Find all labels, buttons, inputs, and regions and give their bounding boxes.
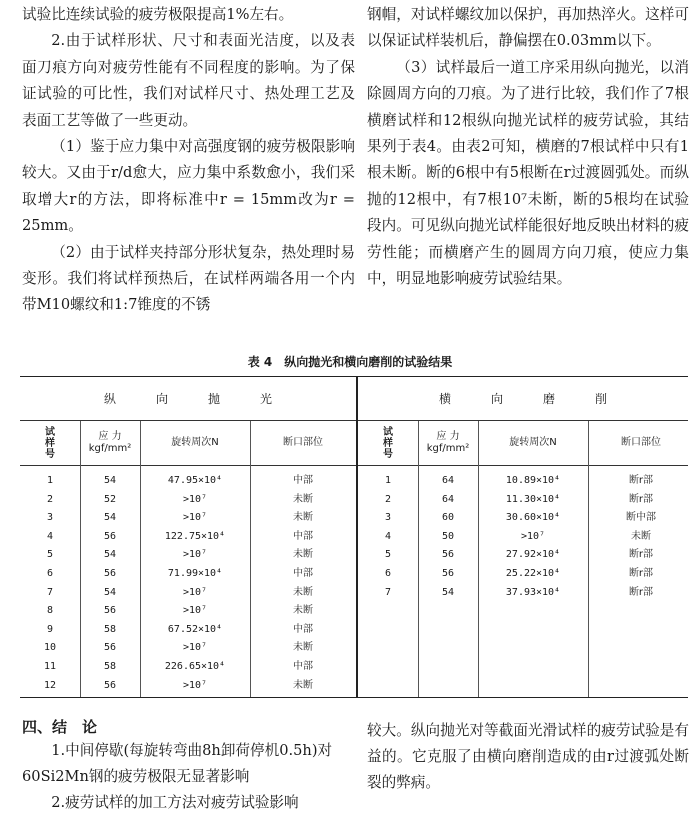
column-headers [358,421,688,466]
cell-stress: 54 [103,512,117,524]
cell-cycles: >10⁷ [182,512,208,524]
cell-fracture: 未断 [293,642,313,654]
cell-stress: 54 [103,549,117,561]
table-row [20,658,356,677]
table-row [20,565,356,584]
stress-label: 应 力 [436,431,460,442]
cell-fracture: 断r部 [628,586,654,598]
cell-cycles: >10⁷ [182,586,208,598]
cell-specimen-no: 4 [46,530,54,542]
paragraph: （2）由于试样夹持部分形状复杂，热处理时易变形。我们将试样预热后，在试样两端各用一个内带M10螺纹和1:7锥度的不锈 [22,243,355,314]
cell-cycles: >10⁷ [182,642,208,654]
table-title: 表 4 纵向抛光和横向磨削的试验结果 [247,355,453,369]
cell-cycles: 37.93×10⁴ [505,586,561,598]
cell-specimen-no: 6 [384,567,392,579]
table-row [358,546,688,565]
cell-fracture: 断r部 [628,549,654,561]
cell-fracture: 未断 [293,549,313,561]
cell-stress: 56 [441,567,455,579]
cell-stress: 64 [441,493,455,505]
cell-stress: 56 [103,605,117,617]
table-row [20,602,356,621]
cell-cycles: 25.22×10⁴ [505,567,561,579]
cell-stress: 54 [441,586,455,598]
cell-fracture: 未断 [631,530,651,542]
cell-fracture: 中部 [293,530,313,542]
conclusion-right [367,718,689,796]
cell-specimen-no: 10 [43,642,57,654]
cell-fracture: 未断 [293,512,313,524]
paragraph: 1.中间停歇(每旋转弯曲8h卸荷停机0.5h)对60Si2Mn钢的疲劳极限无显著影响 [22,742,333,785]
cell-fracture: 中部 [293,623,313,635]
cell-specimen-no: 7 [46,586,54,598]
table-row [20,528,356,547]
cell-stress: 64 [441,475,455,486]
table-left-half [20,377,356,697]
cell-fracture: 未断 [293,586,313,598]
cell-stress: 56 [103,530,117,542]
cell-fracture: 断r部 [628,493,654,505]
cell-cycles: 11.30×10⁴ [505,493,561,505]
cell-stress: 58 [103,623,117,635]
cell-fracture: 断中部 [626,512,656,524]
cell-stress: 50 [441,530,455,542]
paragraph: 较大。纵向抛光对等截面光滑试样的疲劳试验是有益的。它克服了由横向磨削造成的由r过渡弧处断裂的弊病。 [367,722,689,791]
cell-cycles: 30.60×10⁴ [505,512,561,524]
group-header: 横向磨削 [358,377,688,421]
cell-cycles: 226.65×10⁴ [164,660,226,672]
table-row [358,565,688,584]
cell-fracture: 未断 [293,605,313,617]
cell-fracture: 未断 [293,679,313,691]
table-body-left [20,472,356,695]
cell-specimen-no: 1 [46,475,54,486]
paragraph: 2.由于试样形状、尺寸和表面光洁度，以及表面刀痕方向对疲劳性能有不同程度的影响。为了保证试验的可比性，我们对试样尺寸、热处理工艺及表面工艺等做了一些更动。 [22,32,355,129]
cell-specimen-no: 5 [46,549,54,561]
paragraph: 2.疲劳试样的加工方法对疲劳试验影响 [51,794,299,811]
stress-unit: kgf/mm² [426,443,470,454]
cell-cycles: 47.95×10⁴ [167,475,223,486]
table-row [358,528,688,547]
cell-specimen-no: 4 [384,530,392,542]
cell-stress: 54 [103,586,117,598]
cell-specimen-no: 12 [43,679,57,691]
cell-stress: 58 [103,660,117,672]
table-row [20,546,356,565]
table-row [20,584,356,603]
cell-specimen-no: 1 [384,475,392,486]
cell-cycles: >10⁷ [520,530,546,542]
table-row [358,584,688,603]
cell-fracture: 中部 [293,475,313,486]
cell-fracture: 断r部 [628,567,654,579]
table-body-right [358,472,688,602]
paragraph: （1）鉴于应力集中对高强度钢的疲劳极限影响较大。又由于r/d愈大，应力集中系数愈小，我们采取增大r的方法，即将标准中r = 15mm改为r = 25mm。 [22,138,355,235]
paragraph: （3）试样最后一道工序采用纵向抛光，以消除圆周方向的刀痕。为了进行比较，我们作了7根横磨试样和12根纵向抛光试样的疲劳试验，其结果列于表4。由表2可知，横磨的7根试样中只有1根未断。断的6根中有5根断在r过渡圆弧处。而纵抛的12根中，有7根10⁷未断，断的5根均在试验段内。可见纵向抛光试样能很好地反映出材料的疲劳性能；而横磨产生的圆周方向刀痕，使应力集中，明显地影响疲劳试验结果。 [367,58,689,288]
stress-unit: kgf/mm² [88,443,132,454]
cell-stress: 54 [103,475,117,486]
cell-specimen-no: 2 [384,493,392,505]
table-row [20,509,356,528]
cell-specimen-no: 5 [384,549,392,561]
col-header-fracture: 断口部位 [283,437,323,448]
cell-specimen-no: 11 [43,660,57,672]
section-heading: 四、结 论 [22,718,98,736]
cell-stress: 56 [103,567,117,579]
cell-cycles: >10⁷ [182,679,208,691]
left-text-column [22,2,355,319]
col-header-stress [89,431,132,455]
table-row [358,491,688,510]
group-header: 纵向抛光 [20,377,356,421]
cell-cycles: 71.99×10⁴ [167,567,223,579]
paragraph: 钢帽，对试样螺纹加以保护，再加热淬火。这样可以保证试样装机后，静偏摆在0.03mm以下。 [367,6,689,50]
cell-stress: 60 [441,512,455,524]
cell-specimen-no: 3 [384,512,392,524]
table-row [20,677,356,696]
table-row [358,509,688,528]
cell-cycles: >10⁷ [182,493,208,505]
col-header-specimen: 试样号 [45,426,55,460]
cell-cycles: 122.75×10⁴ [164,530,226,542]
cell-stress: 56 [103,642,117,654]
conclusion-left [22,738,355,816]
col-header-cycles: 旋转周次N [171,437,219,448]
cell-specimen-no: 2 [46,493,54,505]
cell-specimen-no: 3 [46,512,54,524]
cell-cycles: 10.89×10⁴ [505,475,561,486]
col-header-specimen: 试样号 [383,426,393,460]
cell-specimen-no: 7 [384,586,392,598]
col-header-fracture: 断口部位 [621,437,661,448]
cell-cycles: >10⁷ [182,605,208,617]
table-row [358,472,688,491]
column-headers [20,421,356,466]
right-text-column [367,2,689,292]
cell-cycles: 67.52×10⁴ [167,623,223,635]
paragraph: 试验比连续试验的疲劳极限提高1%左右。 [22,6,294,23]
cell-cycles: >10⁷ [182,549,208,561]
results-table [20,376,688,698]
table-row [20,621,356,640]
col-header-stress [427,431,470,455]
stress-label: 应 力 [98,431,122,442]
cell-fracture: 中部 [293,567,313,579]
cell-fracture: 未断 [293,493,313,505]
col-header-cycles: 旋转周次N [509,437,557,448]
cell-specimen-no: 6 [46,567,54,579]
table-row [20,472,356,491]
cell-fracture: 中部 [293,660,313,672]
table-right-half [358,377,688,697]
cell-stress: 52 [103,493,117,505]
cell-specimen-no: 9 [46,623,54,635]
table-row [20,639,356,658]
cell-cycles: 27.92×10⁴ [505,549,561,561]
cell-specimen-no: 8 [46,605,54,617]
cell-stress: 56 [103,679,117,691]
cell-stress: 56 [441,549,455,561]
cell-fracture: 断r部 [628,475,654,486]
table-row [20,491,356,510]
